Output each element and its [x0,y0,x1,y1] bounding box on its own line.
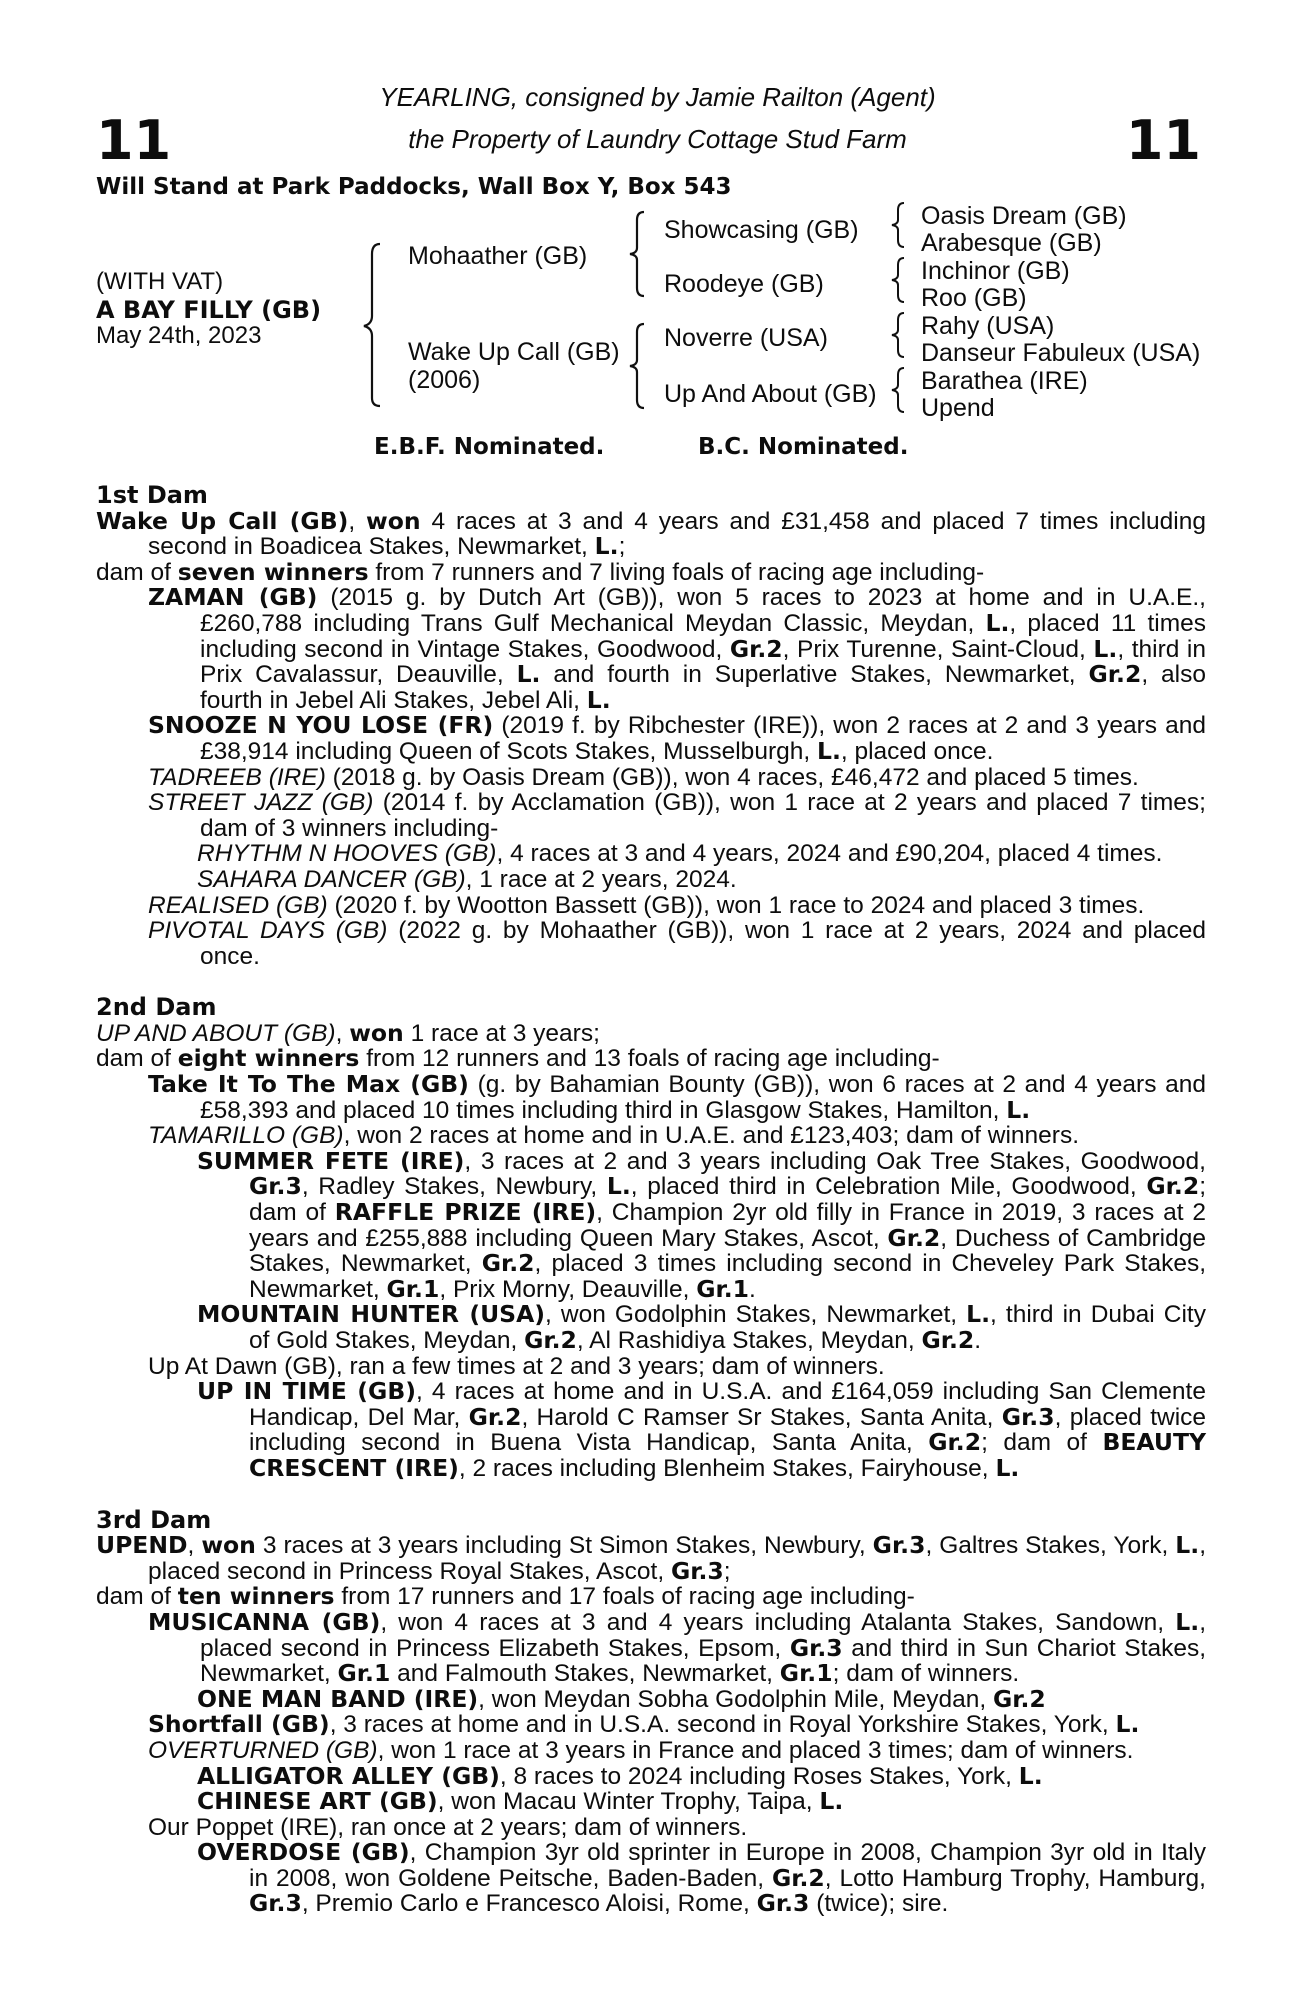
entry-shortfall: Shortfall (GB), 3 races at home and in U.S.A. second in Royal Yorkshire Stakes, York, L. [148,1710,1140,1739]
entry-chinese-art: CHINESE ART (GB), won Macau Winter Trophy, Taipa, L. [197,1787,844,1816]
entry-our-poppet: Our Poppet (IRE), ran once at 2 years; dam of winners. [148,1813,748,1841]
entry-one-man-band: ONE MAN BAND (IRE), won Meydan Sobha Godolphin Mile, Meydan, Gr.2 [197,1684,1046,1713]
pedigree-brace-sire [626,208,650,300]
entry-musicanna: MUSICANNA (GB), won 4 races at 3 and 4 years including Atalanta Stakes, Sandown, L., placed second in Princess Elizabeth Stakes, Epsom, Gr.3 and third in Sun Chariot Stakes, Newmarket, Gr.1 and Falmouth Stakes, Newmarket, Gr.1; dam of winners. [148,1607,1206,1688]
gg-4: Roo (GB) [921,284,1027,312]
pedigree-brace-g4 [888,365,910,415]
entry-up-at-dawn: Up At Dawn (GB), ran a few times at 2 and 3 years; dam of winners. [148,1352,885,1380]
entry-zaman: ZAMAN (GB) (2015 g. by Dutch Art (GB)), won 5 races to 2023 at home and in U.A.E., £260,788 including Trans Gulf Mechanical Meydan Classic, Meydan, L., placed 11 times including second in Vintage Stakes, Goodwood, Gr.2, Prix Turenne, Saint-Cloud, L., third in Prix Cavalassur, Deauville, L. and fourth in Superlative Stakes, Newmarket, Gr.2, also fourth in Jebel Ali Stakes, Jebel Ali, L. [148,583,1207,714]
gg-5: Rahy (USA) [921,312,1055,340]
entry-overdose: OVERDOSE (GB), Champion 3yr old sprinter in Europe in 2008, Champion 3yr old in Italy in 2008, won Goldene Peitsche, Baden-Baden, Gr.2, Lotto Hamburg Trophy, Hamburg, Gr.3, Premio Carlo e Francesco Aloisi, Rome, Gr.3 (twice); sire. [197,1838,1206,1918]
horse-name: A BAY FILLY (GB) [96,296,322,324]
entry-summer-fete: SUMMER FETE (IRE), 3 races at 2 and 3 years including Oak Tree Stakes, Goodwood, Gr.3, Radley Stakes, Newbury, L., placed third in Celebration Mile, Goodwood, Gr.2; dam of RAFFLE PRIZE (IRE), Champion 2yr old filly in France in 2019, 3 races at 2 years and £255,888 including Queen Mary Stakes, Ascot, Gr.2, Duchess of Cambridge Stakes, Newmarket, Gr.2, placed 3 times including second in Cheveley Park Stakes, Newmarket, Gr.1, Prix Morny, Deauville, Gr.1. [197,1146,1207,1303]
dam-sire: Noverre (USA) [664,324,828,352]
gg-2: Arabesque (GB) [921,229,1102,257]
gg-6: Danseur Fabuleux (USA) [921,339,1201,367]
dam-year: (2006) [408,366,481,394]
header-line-1: YEARLING, consigned by Jamie Railton (Agent) [379,82,936,112]
entry-tadreeb: TADREEB (IRE) (2018 g. by Oasis Dream (GB)), won 4 races, £46,472 and placed 5 times. [148,763,1139,791]
pedigree-brace-g3 [888,310,910,360]
entry-overturned: OVERTURNED (GB), won 1 race at 3 years in France and placed 3 times; dam of winners. [148,1736,1134,1764]
ebf-nomination: E.B.F. Nominated. [374,434,605,460]
produce-record [96,483,1206,1917]
first-dam-record: Wake Up Call (GB), won 4 races at 3 and 4 years and £31,458 and placed 7 times including second in Boadicea Stakes, Newmarket, L.; [96,506,1206,561]
entry-alligator-alley: ALLIGATOR ALLEY (GB), 8 races to 2024 including Roses Stakes, York, L. [197,1761,1043,1790]
sire-sire: Showcasing (GB) [664,216,859,244]
entry-mountain-hunter: MOUNTAIN HUNTER (USA), won Godolphin Stakes, Newmarket, L., third in Dubai City of Gold Stakes, Meydan, Gr.2, Al Rashidiya Stakes, Meydan, Gr.2. [197,1300,1206,1354]
dam-dam: Up And About (GB) [664,380,877,408]
third-dam-summary: dam of ten winners from 17 runners and 17 foals of racing age including- [96,1582,915,1611]
second-dam-summary: dam of eight winners from 12 runners and 13 foals of racing age including- [96,1044,940,1073]
pedigree-brace-g1 [888,200,910,250]
entry-street-jazz: STREET JAZZ (GB) (2014 f. by Acclamation (GB)), won 1 race at 2 years and placed 7 times; dam of 3 winners including- [148,789,1206,842]
first-dam-heading: 1st Dam [96,481,208,509]
second-dam-heading: 2nd Dam [96,993,217,1022]
third-dam-heading: 3rd Dam [96,1505,212,1534]
gg-8: Upend [921,394,995,422]
sire-dam: Roodeye (GB) [664,270,824,298]
sire: Mohaather (GB) [408,242,588,270]
entry-snooze: SNOOZE N YOU LOSE (FR) (2019 f. by Ribchester (IRE)), won 2 races at 2 and 3 years and £38,914 including Queen of Scots Stakes, Musselburgh, L., placed once. [148,711,1206,765]
foaling-date: May 24th, 2023 [96,322,262,349]
gg-7: Barathea (IRE) [921,367,1088,395]
lot-number-right: 11 [1125,109,1201,172]
entry-take-it: Take It To The Max (GB) (g. by Bahamian Bounty (GB)), won 6 races at 2 and 4 years and £58,393 and placed 10 times including third in Glasgow Stakes, Hamilton, L. [148,1070,1206,1124]
entry-sahara: SAHARA DANCER (GB), 1 race at 2 years, 2024. [197,865,737,893]
vat-note: (WITH VAT) [96,268,224,295]
entry-up-in-time: UP IN TIME (GB), 4 races at home and in U.S.A. and £164,059 including San Clemente Handicap, Del Mar, Gr.2, Harold C Ramser Sr Stakes, Santa Anita, Gr.3, placed twice including second in Buena Vista Handicap, Santa Anita, Gr.2; dam of BEAUTY CRESCENT (IRE), 2 races including Blenheim Stakes, Fairyhouse, L. [197,1377,1207,1482]
pedigree-brace-g2 [888,255,910,305]
header-line-2: the Property of Laundry Cottage Stud Farm [408,124,907,154]
first-dam-summary: dam of seven winners from 7 runners and 7 living foals of racing age including- [96,557,985,586]
entry-tamarillo: TAMARILLO (GB), won 2 races at home and in U.A.E. and £123,403; dam of winners. [148,1122,1080,1150]
gg-3: Inchinor (GB) [921,257,1070,285]
third-dam-record: UPEND, won 3 races at 3 years including St Simon Stakes, Newbury, Gr.3, Galtres Stakes, York, L., placed second in Princess Royal Stakes, Ascot, Gr.3; [96,1531,1206,1585]
bc-nomination: B.C. Nominated. [698,434,909,460]
lot-number-left: 11 [96,109,172,172]
entry-realised: REALISED (GB) (2020 f. by Wootton Bassett (GB)), won 1 race to 2024 and placed 3 times. [148,891,1145,919]
stand-line: Will Stand at Park Paddocks, Wall Box Y, Box 543 [96,174,732,200]
dam: Wake Up Call (GB) [408,338,620,366]
entry-pivotal: PIVOTAL DAYS (GB) (2022 g. by Mohaather (GB)), won 1 race at 2 years, 2024 and placed once. [148,917,1206,970]
entry-rhythm: RHYTHM N HOOVES (GB), 4 races at 3 and 4 years, 2024 and £90,204, placed 4 times. [197,840,1163,868]
gg-1: Oasis Dream (GB) [921,202,1127,230]
second-dam-record: UP AND ABOUT (GB), won 1 race at 3 years; [96,1018,600,1047]
pedigree-brace-main [360,240,390,410]
pedigree-brace-dam [626,320,650,412]
